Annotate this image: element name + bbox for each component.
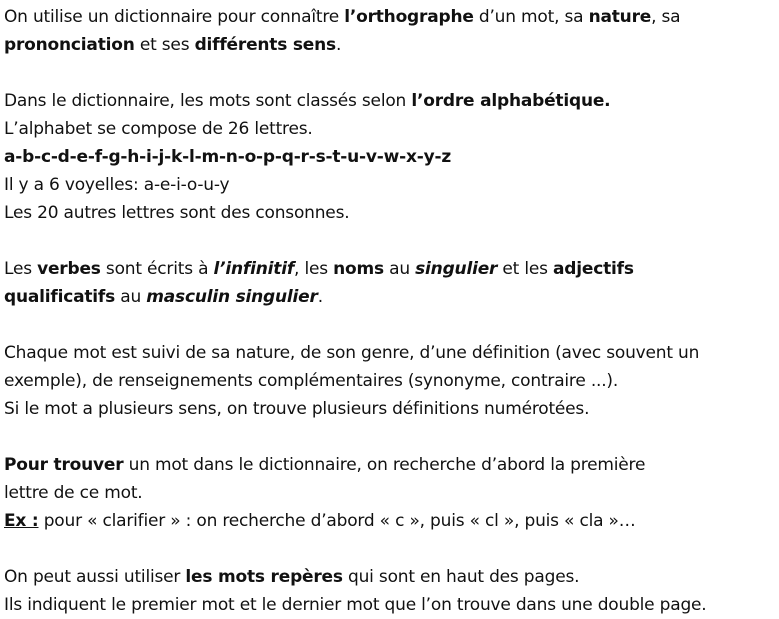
paragraph-5-line-1 [4, 451, 779, 479]
paragraph-2-line-2: L’alphabet se compose de 26 lettres. [4, 119, 313, 139]
bold-italic-masculin-singulier [146, 287, 317, 307]
paragraph-1-line-2 [4, 31, 779, 59]
bold-ordre-alphabetique: l’ordre alphabétique. [411, 91, 611, 111]
text: d’un mot, sa [473, 7, 589, 27]
bold-verbes: verbes [37, 259, 101, 279]
paragraph-gap [4, 423, 779, 451]
text: Les [4, 259, 38, 279]
paragraph-2-line-5: Les 20 autres lettres sont des consonnes. [4, 203, 350, 223]
text: et ses [134, 35, 195, 55]
paragraph-2-line-4: Il y a 6 voyelles: a-e-i-o-u-y [4, 175, 230, 195]
text: , les [294, 259, 334, 279]
bold-italic-singulier [415, 259, 497, 279]
text: . [335, 35, 342, 55]
bold-differents-sens: différents sens [194, 35, 336, 55]
paragraph-3-line-2 [4, 283, 779, 311]
example-label: Ex : [4, 511, 39, 531]
text: et les [497, 259, 553, 279]
italic-singulier: singulier [415, 259, 498, 279]
document-page [4, 3, 779, 619]
bold-adjectifs: adjectifs [553, 259, 634, 279]
text: pour « clarifier » : on recherche d’abord « c », puis « cl », puis « cla »… [38, 511, 636, 531]
paragraph-gap [4, 535, 779, 563]
paragraph-2-line-1 [4, 87, 779, 115]
bold-nature: nature [588, 7, 652, 27]
bold-prononciation: prononciation [4, 35, 135, 55]
bold-noms: noms [333, 259, 384, 279]
alphabet-line [4, 143, 779, 171]
paragraph-4-line-1: Chaque mot est suivi de sa nature, de son genre, d’une définition (avec souvent un [4, 343, 700, 363]
bold-orthographe: l’orthographe [344, 7, 474, 27]
paragraph-gap [4, 59, 779, 87]
text: , sa [651, 7, 681, 27]
text: qui sont en haut des pages. [342, 567, 580, 587]
text: au [115, 287, 147, 307]
example-line [4, 507, 779, 535]
bold-alphabet: a-b-c-d-e-f-g-h-i-j-k-l-m-n-o-p-q-r-s-t-u-v-w-x-y-z [4, 147, 452, 167]
text: sont écrits à [100, 259, 214, 279]
paragraph-3-line-1 [4, 255, 779, 283]
paragraph-5-line-2: lettre de ce mot. [4, 483, 143, 503]
bold-pour-trouver: Pour trouver [4, 455, 124, 475]
bold-mots-reperes: les mots repères [185, 567, 343, 587]
text: un mot dans le dictionnaire, on recherche d’abord la première [123, 455, 646, 475]
bold-qualificatifs: qualificatifs [4, 287, 116, 307]
text: . [317, 287, 323, 307]
text: Dans le dictionnaire, les mots sont classés selon [4, 91, 412, 111]
paragraph-6-line-2: Ils indiquent le premier mot et le dernier mot que l’on trouve dans une double page. [4, 595, 707, 615]
paragraph-4-line-3: Si le mot a plusieurs sens, on trouve plusieurs définitions numérotées. [4, 399, 590, 419]
italic-infinitif: l’infinitif [213, 259, 295, 279]
text: On utilise un dictionnaire pour connaître [4, 7, 345, 27]
paragraph-4-line-2: exemple), de renseignements complémentaires (synonyme, contraire ...). [4, 371, 619, 391]
paragraph-1-line-1 [4, 3, 779, 31]
paragraph-6-line-1 [4, 563, 779, 591]
paragraph-gap [4, 311, 779, 339]
text: On peut aussi utiliser [4, 567, 186, 587]
bold-italic-infinitif [214, 259, 295, 279]
italic-masculin-singulier: masculin singulier [146, 287, 318, 307]
text: au [383, 259, 416, 279]
paragraph-gap [4, 227, 779, 255]
